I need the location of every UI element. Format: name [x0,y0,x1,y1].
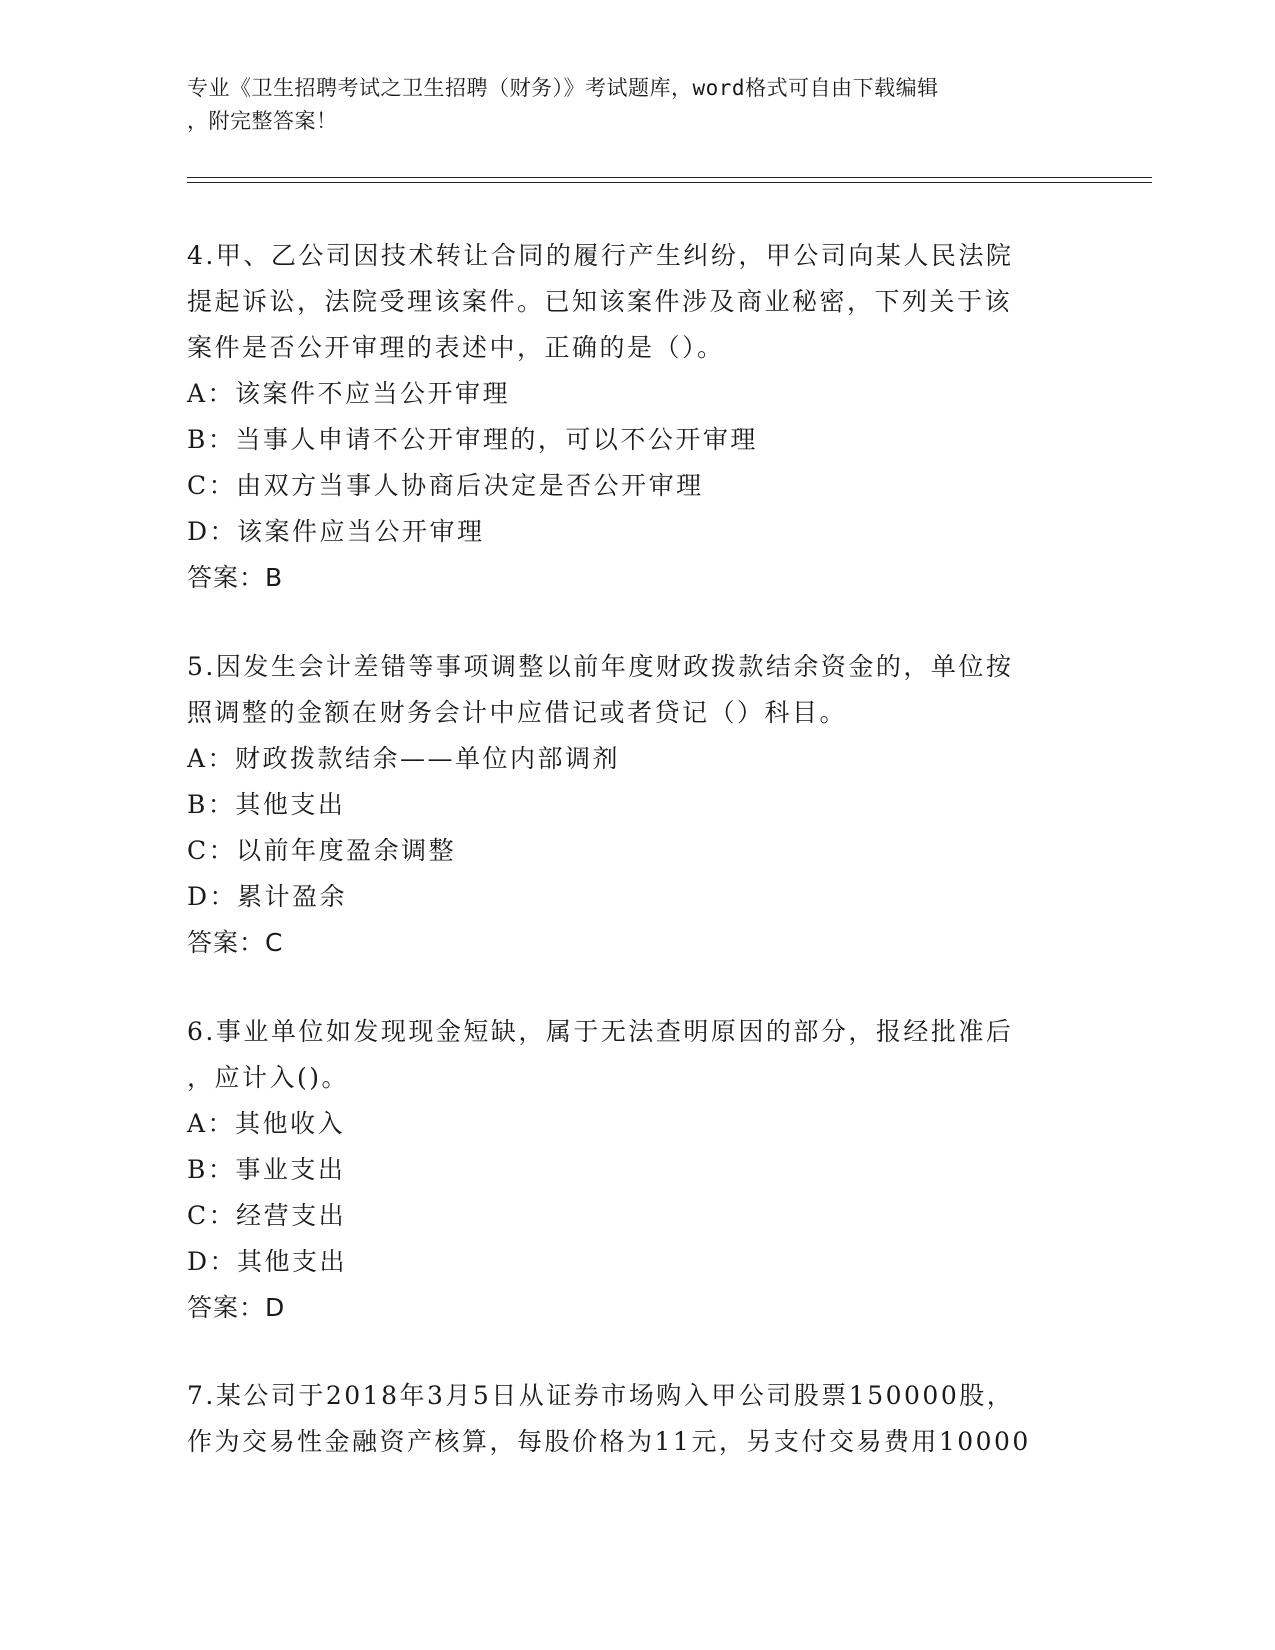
answer-line: 答案：C [187,928,284,957]
header-title-line-2: ，附完整答案！ [187,109,338,133]
document-header [187,72,1087,138]
question-text-line: 4.甲、乙公司因技术转让合同的履行产生纠纷，甲公司向某人民法院 [187,241,1014,270]
option-a: A：财政拨款结余——单位内部调剂 [187,744,621,773]
option-d: D：累计盈余 [187,882,348,911]
question-5 [187,644,1087,966]
question-text-line: 7.某公司于2018年3月5日从证券市场购入甲公司股票150000股， [187,1381,1015,1410]
option-a: A：该案件不应当公开审理 [187,379,511,408]
answer-line: 答案：B [187,563,284,592]
question-text-line: 作为交易性金融资产核算，每股价格为11元，另支付交易费用10000 [187,1427,1031,1456]
header-divider-bottom [187,182,1152,183]
answer-line: 答案：D [187,1293,286,1322]
option-c: C：由双方当事人协商后决定是否公开审理 [187,471,704,500]
header-divider-top [187,177,1152,178]
question-text-line: 照调整的金额在财务会计中应借记或者贷记（）科目。 [187,698,848,727]
question-text-line: 案件是否公开审理的表述中，正确的是（）。 [187,333,725,362]
option-b: B：事业支出 [187,1155,346,1184]
option-d: D：其他支出 [187,1247,348,1276]
option-d: D：该案件应当公开审理 [187,517,485,546]
option-b: B：其他支出 [187,790,346,819]
question-7 [187,1373,1087,1465]
question-4 [187,233,1087,601]
question-text-line: 6.事业单位如发现现金短缺，属于无法查明原因的部分，报经批准后 [187,1017,1014,1046]
option-c: C：经营支出 [187,1201,347,1230]
option-a: A：其他收入 [187,1109,346,1138]
question-text-line: 5.因发生会计差错等事项调整以前年度财政拨款结余资金的，单位按 [187,652,1014,681]
question-text-line: 提起诉讼，法院受理该案件。已知该案件涉及商业秘密，下列关于该 [187,287,1013,316]
question-text-line: ，应计入()。 [187,1063,350,1092]
header-title-line-1: 专业《卫生招聘考试之卫生招聘（财务）》考试题库，word格式可自由下载编辑 [187,76,939,100]
question-6 [187,1009,1087,1331]
option-c: C：以前年度盈余调整 [187,836,457,865]
option-b: B：当事人申请不公开审理的，可以不公开审理 [187,425,758,454]
